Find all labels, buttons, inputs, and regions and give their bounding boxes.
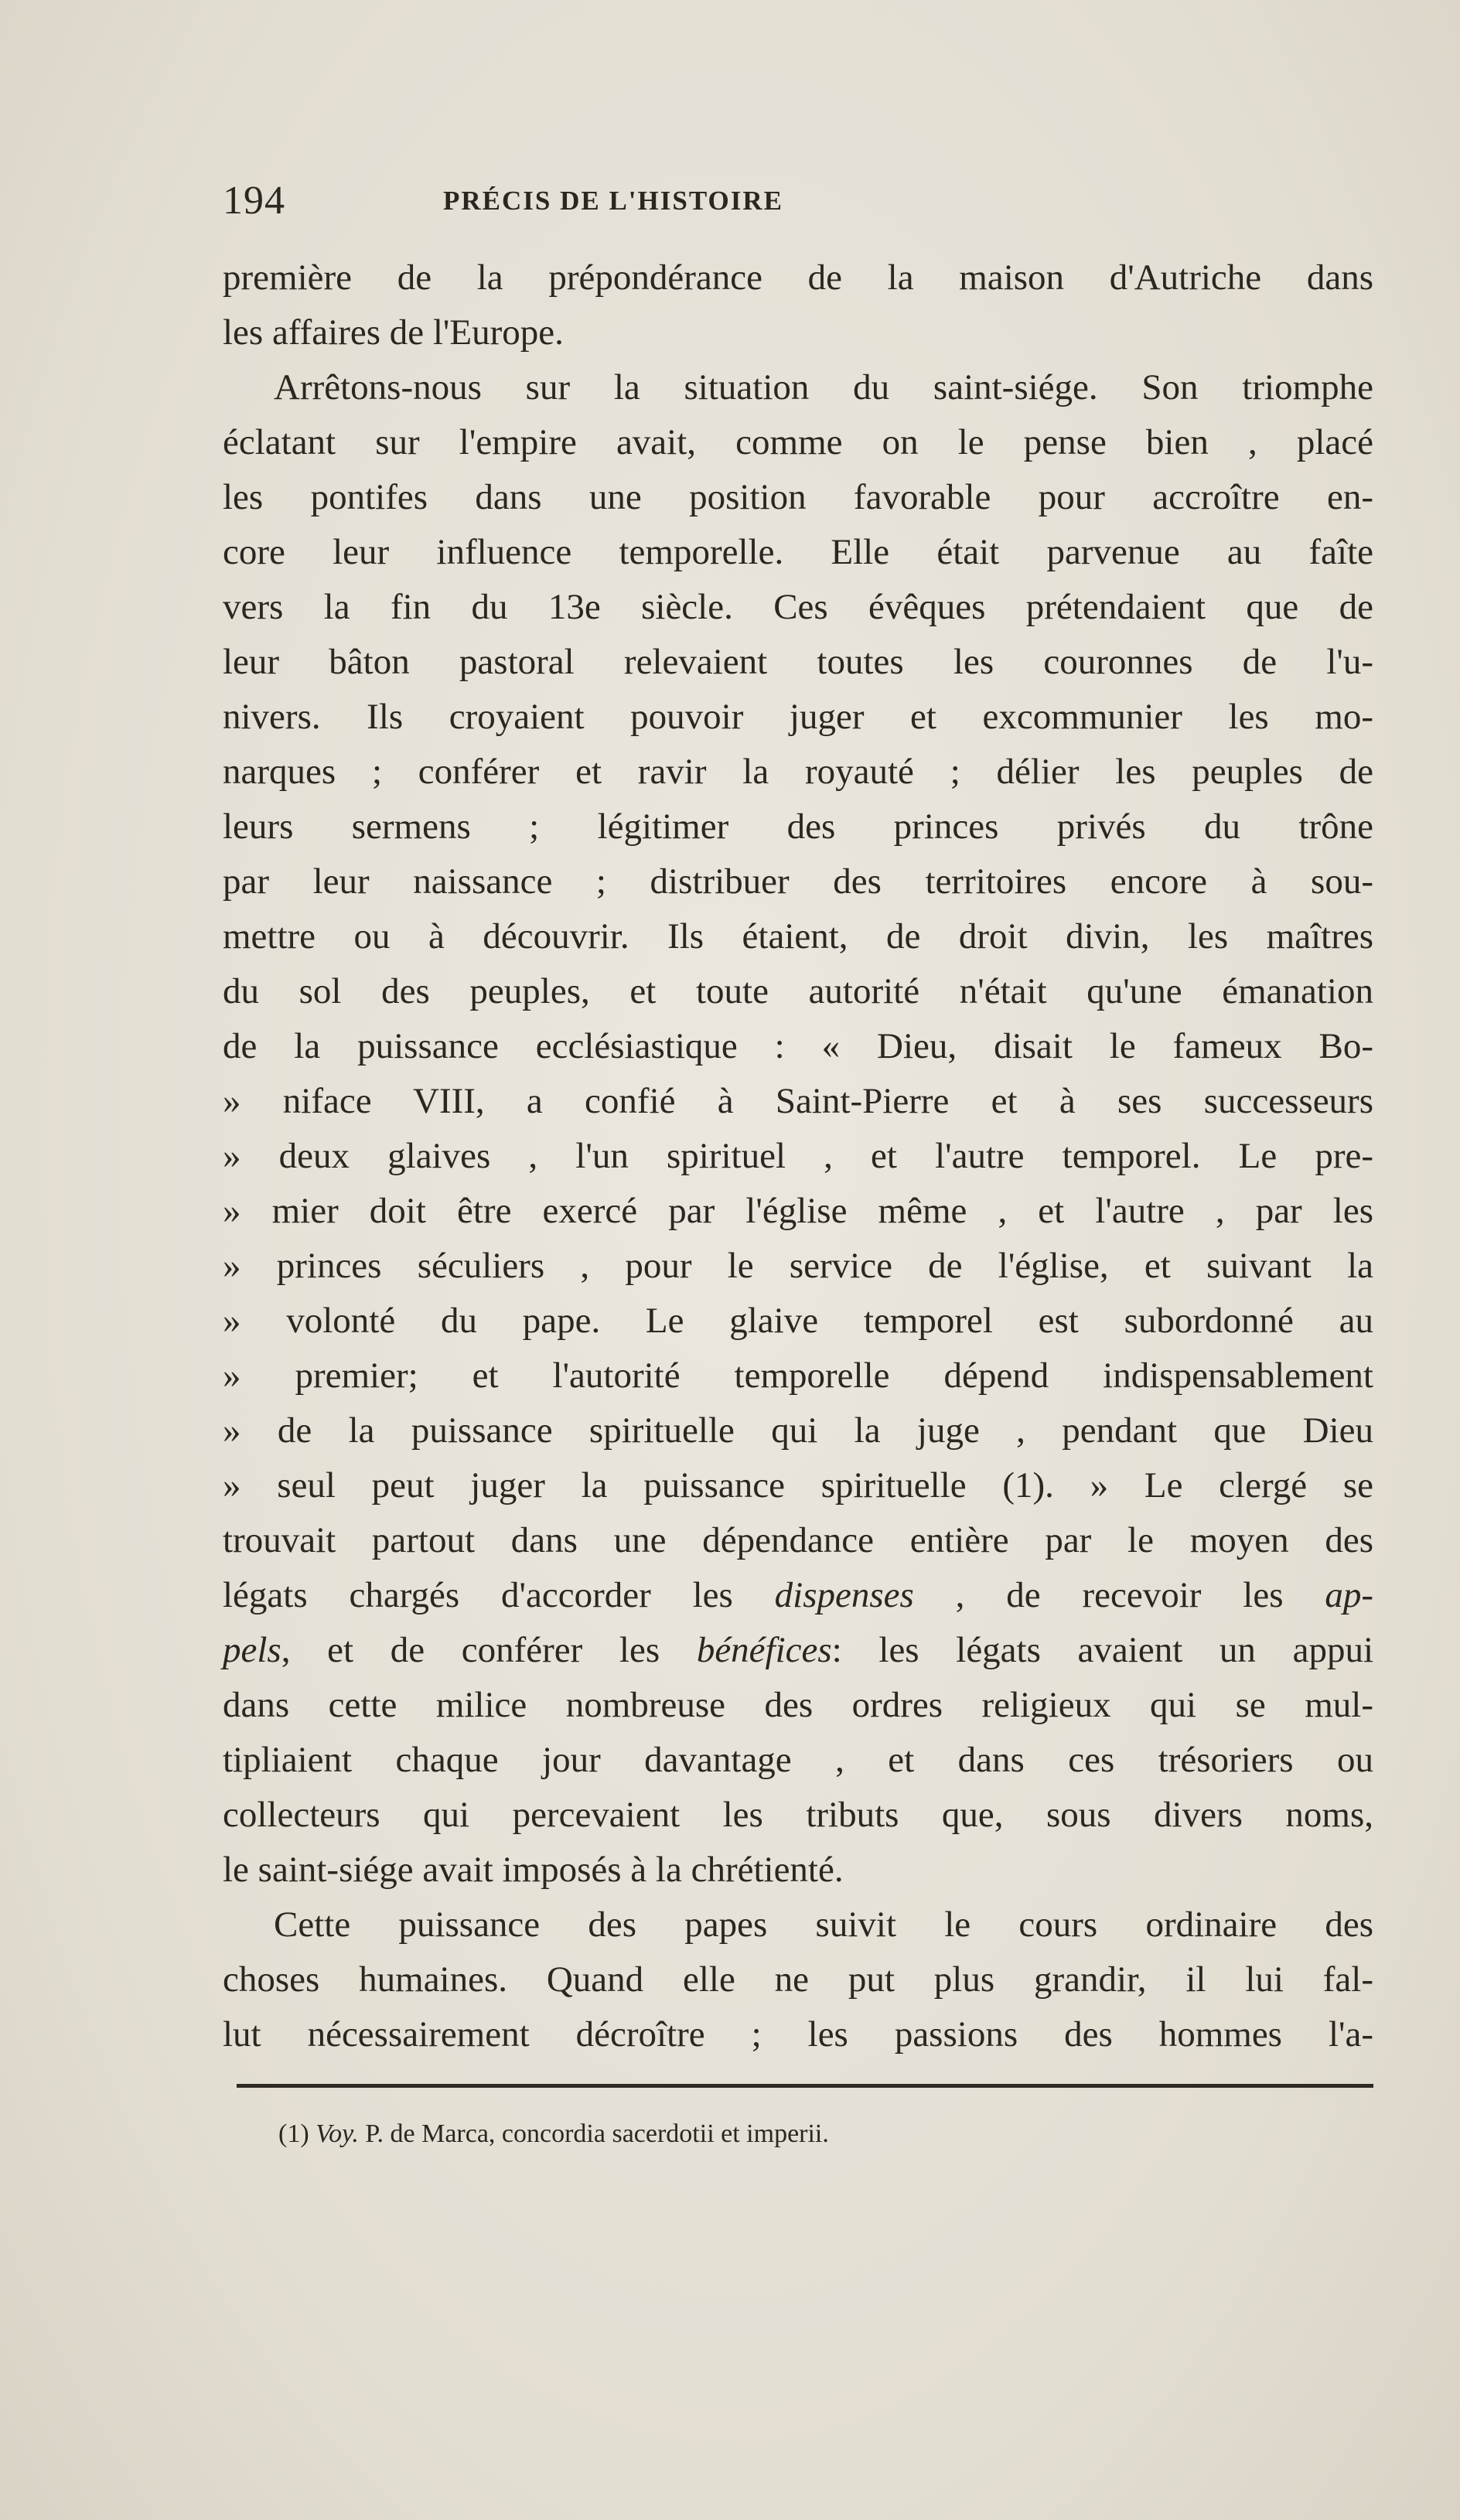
text-line: Arrêtons-nous sur la situation du saint-siége. Son triomphe <box>274 367 1373 407</box>
text-line: » princes séculiers , pour le service de l'église, et suivant la <box>223 1246 1373 1286</box>
page-number: 194 <box>223 179 285 223</box>
text-line: leur bâton pastoral relevaient toutes les couronnes de l'u- <box>223 642 1373 682</box>
page-header <box>223 178 1004 232</box>
text-line: du sol des peuples, et toute autorité n'était qu'une émanation <box>223 971 1373 1011</box>
text-line: core leur influence temporelle. Elle était parvenue au faîte <box>223 532 1373 572</box>
text-run: , et de conférer les <box>281 1630 697 1670</box>
text-line: » premier; et l'autorité temporelle dépend indispensablement <box>223 1355 1373 1396</box>
text-line: vers la fin du 13e siècle. Ces évêques prétendaient que de <box>223 587 1373 627</box>
text-line: éclatant sur l'empire avait, comme on le pense bien , placé <box>223 422 1373 462</box>
text-line: narques ; conférer et ravir la royauté ; délier les peuples de <box>223 752 1373 792</box>
text-line: lut nécessairement décroître ; les passions des hommes l'a- <box>223 2014 1373 2055</box>
text-line: nivers. Ils croyaient pouvoir juger et excommunier les mo- <box>223 697 1373 737</box>
text-line: les pontifes dans une position favorable pour accroître en- <box>223 477 1373 517</box>
text-line: de la puissance ecclésiastique : « Dieu, disait le fameux Bo- <box>223 1026 1373 1066</box>
footnote-abbr: Voy. <box>316 2119 359 2148</box>
running-head: PRÉCIS DE L'HISTOIRE <box>442 186 784 216</box>
italic-term: pels <box>223 1630 281 1670</box>
text-line <box>223 1568 1373 1623</box>
text-line: leurs sermens ; légitimer des princes privés du trône <box>223 806 1373 847</box>
text-line: choses humaines. Quand elle ne put plus grandir, il lui fal- <box>223 1959 1373 2000</box>
text-line: » volonté du pape. Le glaive temporel est subordonné au <box>223 1301 1373 1341</box>
footnote-rule <box>237 2084 1373 2088</box>
italic-term: bénéfices <box>696 1630 832 1670</box>
text-line: » mier doit être exercé par l'église même , et l'autre , par les <box>223 1191 1373 1231</box>
text-line: trouvait partout dans une dépendance entière par le moyen des <box>223 1520 1373 1560</box>
text-run: , de recevoir les <box>913 1575 1325 1615</box>
text-line: Cette puissance des papes suivit le cours ordinaire des <box>274 1904 1373 1945</box>
body-text <box>223 251 1373 2062</box>
text-line: mettre ou à découvrir. Ils étaient, de droit divin, les maîtres <box>223 916 1373 957</box>
italic-term: dispenses <box>774 1575 914 1615</box>
italic-term: ap- <box>1325 1575 1374 1615</box>
text-line: » de la puissance spirituelle qui la juge , pendant que Dieu <box>223 1410 1373 1451</box>
text-line: dans cette milice nombreuse des ordres religieux qui se mul- <box>223 1685 1373 1725</box>
text-line: » seul peut juger la puissance spirituelle (1). » Le clergé se <box>223 1465 1373 1506</box>
text-line <box>223 1623 1373 1678</box>
text-line: collecteurs qui percevaient les tributs que, sous divers noms, <box>223 1795 1373 1835</box>
footnote-marker: (1) <box>278 2119 309 2148</box>
text-line: première de la prépondérance de la maison d'Autriche dans <box>223 257 1373 298</box>
footnote <box>278 2116 1284 2153</box>
footnote-text: P. de Marca, concordia sacerdotii et imperii. <box>358 2119 829 2148</box>
text-line: » niface VIII, a confié à Saint-Pierre et à ses successeurs <box>223 1081 1373 1121</box>
text-line: les affaires de l'Europe. <box>223 312 564 353</box>
text-run: : les légats avaient un appui <box>831 1630 1373 1670</box>
text-run: légats chargés d'accorder les <box>223 1575 775 1615</box>
text-line: le saint-siége avait imposés à la chrétienté. <box>223 1850 844 1890</box>
text-line: par leur naissance ; distribuer des territoires encore à sou- <box>223 861 1373 902</box>
text-line: » deux glaives , l'un spirituel , et l'autre temporel. Le pre- <box>223 1136 1373 1176</box>
text-line: tipliaient chaque jour davantage , et dans ces trésoriers ou <box>223 1740 1373 1780</box>
